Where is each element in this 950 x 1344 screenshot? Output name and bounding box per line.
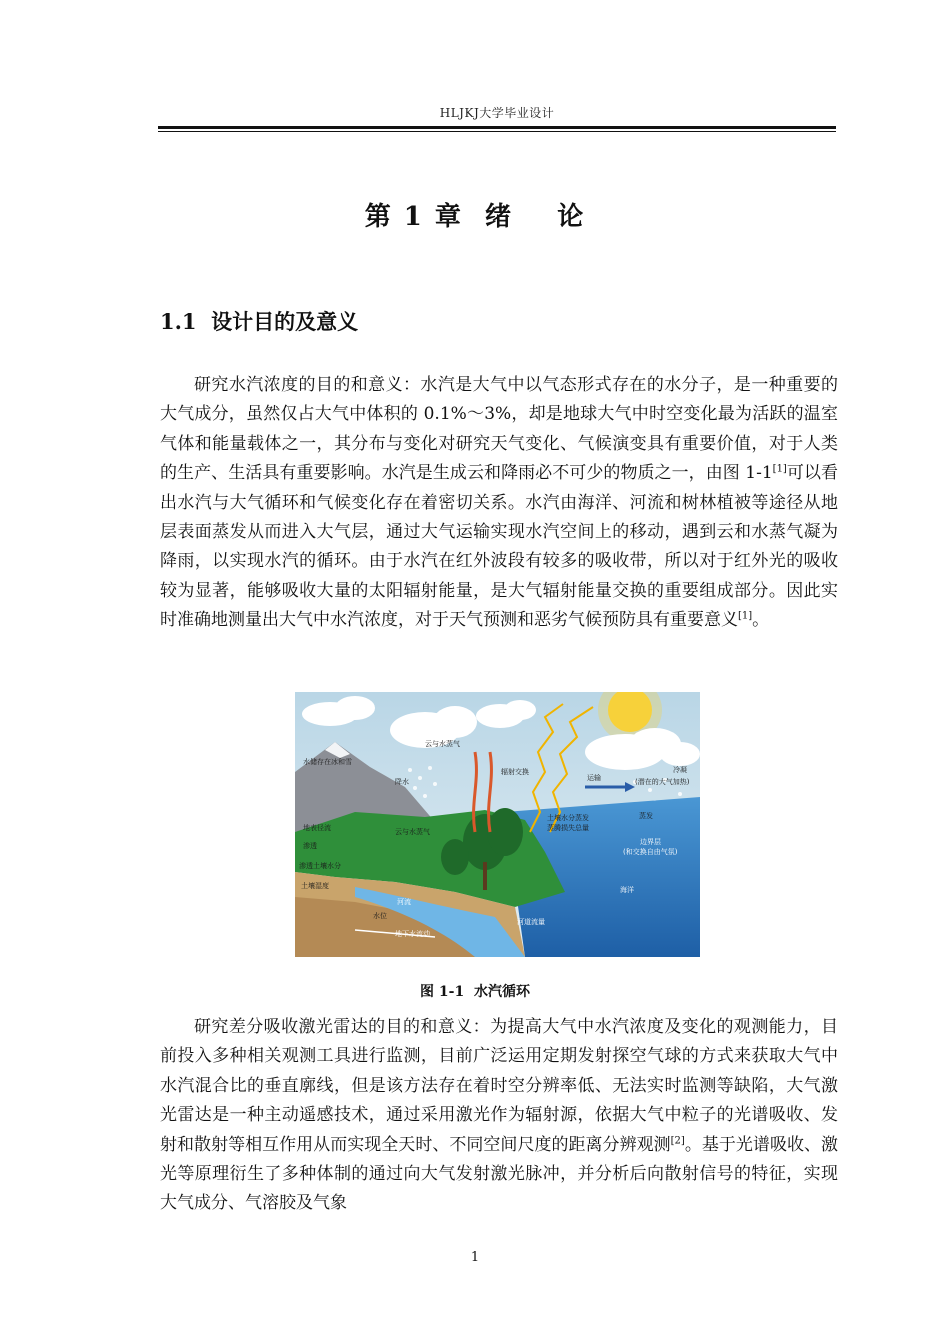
label-land-vapor: 云与水蒸气 <box>395 828 430 836</box>
label-ocean: 海洋 <box>620 886 634 894</box>
section-heading: 1.1 设计目的及意义 <box>160 309 359 334</box>
water-cycle-illustration <box>295 692 700 957</box>
page-number: 1 <box>470 1250 480 1265</box>
citation-ref[interactable]: [1] <box>772 463 787 475</box>
label-radiation-exchange: 辐射交换 <box>501 768 529 776</box>
label-transport: 运输 <box>587 774 601 782</box>
citation-ref[interactable]: [2] <box>670 1134 685 1146</box>
label-boundary-layer: 边界层 <box>640 838 661 846</box>
label-soil-moisture: 土壤湿度 <box>301 882 329 890</box>
label-water-table: 水位 <box>373 912 387 920</box>
label-evaporation: 蒸发 <box>639 812 653 820</box>
paragraph-1-text-a: 研究水汽浓度的目的和意义：水汽是大气中以气态形式存在的水分子，是一种重要的大气成分，虽然仅占大气中体积的 0.1%～3%，却是地球大气中时空变化最为活跃的温室气体和能量载体之一，其分布与变化对研究天气变化、气候演变具有重要价值，对于人类的生产、生活具有重要影响。水汽是生成云和降雨必不可少的物质之一，由图 1-1 <box>160 375 838 484</box>
label-groundwater-flow: 地下水流动 <box>395 930 430 938</box>
page-header <box>158 104 836 132</box>
citation-ref[interactable]: [1] <box>738 610 753 622</box>
label-soil-evaporation: 土壤水分蒸发 <box>547 814 589 822</box>
label-vegetation-loss: 蒸腾损失总量 <box>547 824 589 832</box>
paragraph-2-text-a: 研究差分吸收激光雷达的目的和意义：为提高大气中水汽浓度及变化的观测能力，目前投入多种相关观测工具进行监测，目前广泛运用定期发射探空气球的方式来获取大气中水汽混合比的垂直廓线，但是该方法存在着时空分辨率低、无法实时监测等缺陷，大气激光雷达是一种主动遥感技术，通过采用激光作为辐射源，依据大气中粒子的光谱吸收、发射和散射等相互作用从而实现全天时、不同空间尺度的距离分辨观测 <box>160 1017 838 1155</box>
label-precipitation: 降水 <box>395 778 409 786</box>
label-free-exchange: (和交换自由气氛) <box>623 848 678 856</box>
paragraph-2 <box>160 1013 838 1219</box>
label-soil-water-seepage: 渗透土壤水分 <box>299 862 341 870</box>
paragraph-1-text-b: 可以看出水汽与大气循环和气候变化存在着密切关系。水汽由海洋、河流和树林植被等途径从地层表面蒸发从而进入大气层，通过大气运输实现水汽空间上的移动，遇到云和水蒸气凝为降雨，以实现水汽的循环。由于水汽在红外波段有较多的吸收带，所以对于红外光的吸收较为显著，能够吸收大量的太阳辐射能量，是大气辐射能量交换的重要组成部分。因此实时准确地测量出大气中水汽浓度，对于天气预测和恶劣气候预防具有重要意义 <box>160 463 839 631</box>
header-rule-thin <box>158 131 836 132</box>
header-rule-thick <box>158 126 836 129</box>
label-condensation: 冷凝 <box>673 766 687 774</box>
label-latent-heat: (潜在的大气加热) <box>635 778 690 786</box>
water-cycle-figure <box>295 692 700 957</box>
label-cloud-vapor: 云与水蒸气 <box>425 740 460 748</box>
header-title: HLJKJ大学毕业设计 <box>439 106 555 120</box>
label-ice-snow: 水储存在冰和雪 <box>303 758 352 766</box>
paragraph-1 <box>160 371 838 636</box>
label-river-discharge: 河道流量 <box>517 918 545 926</box>
chapter-title: 第 1 章 绪 论 <box>364 202 586 232</box>
label-seepage: 渗透 <box>303 842 317 850</box>
figure-caption: 图 1-1 水汽循环 <box>420 984 530 1000</box>
label-surface-runoff: 地表径流 <box>303 824 331 832</box>
paragraph-1-text-c: 。 <box>752 610 770 631</box>
paragraph-2-text-b: 。基于光谱吸收、激光等原理衍生了多种体制的通过向大气发射激光脉冲，并分析后向散射信号的特征，实现大气成分、气溶胶及气象 <box>160 1134 839 1214</box>
label-river: 河流 <box>397 898 411 906</box>
